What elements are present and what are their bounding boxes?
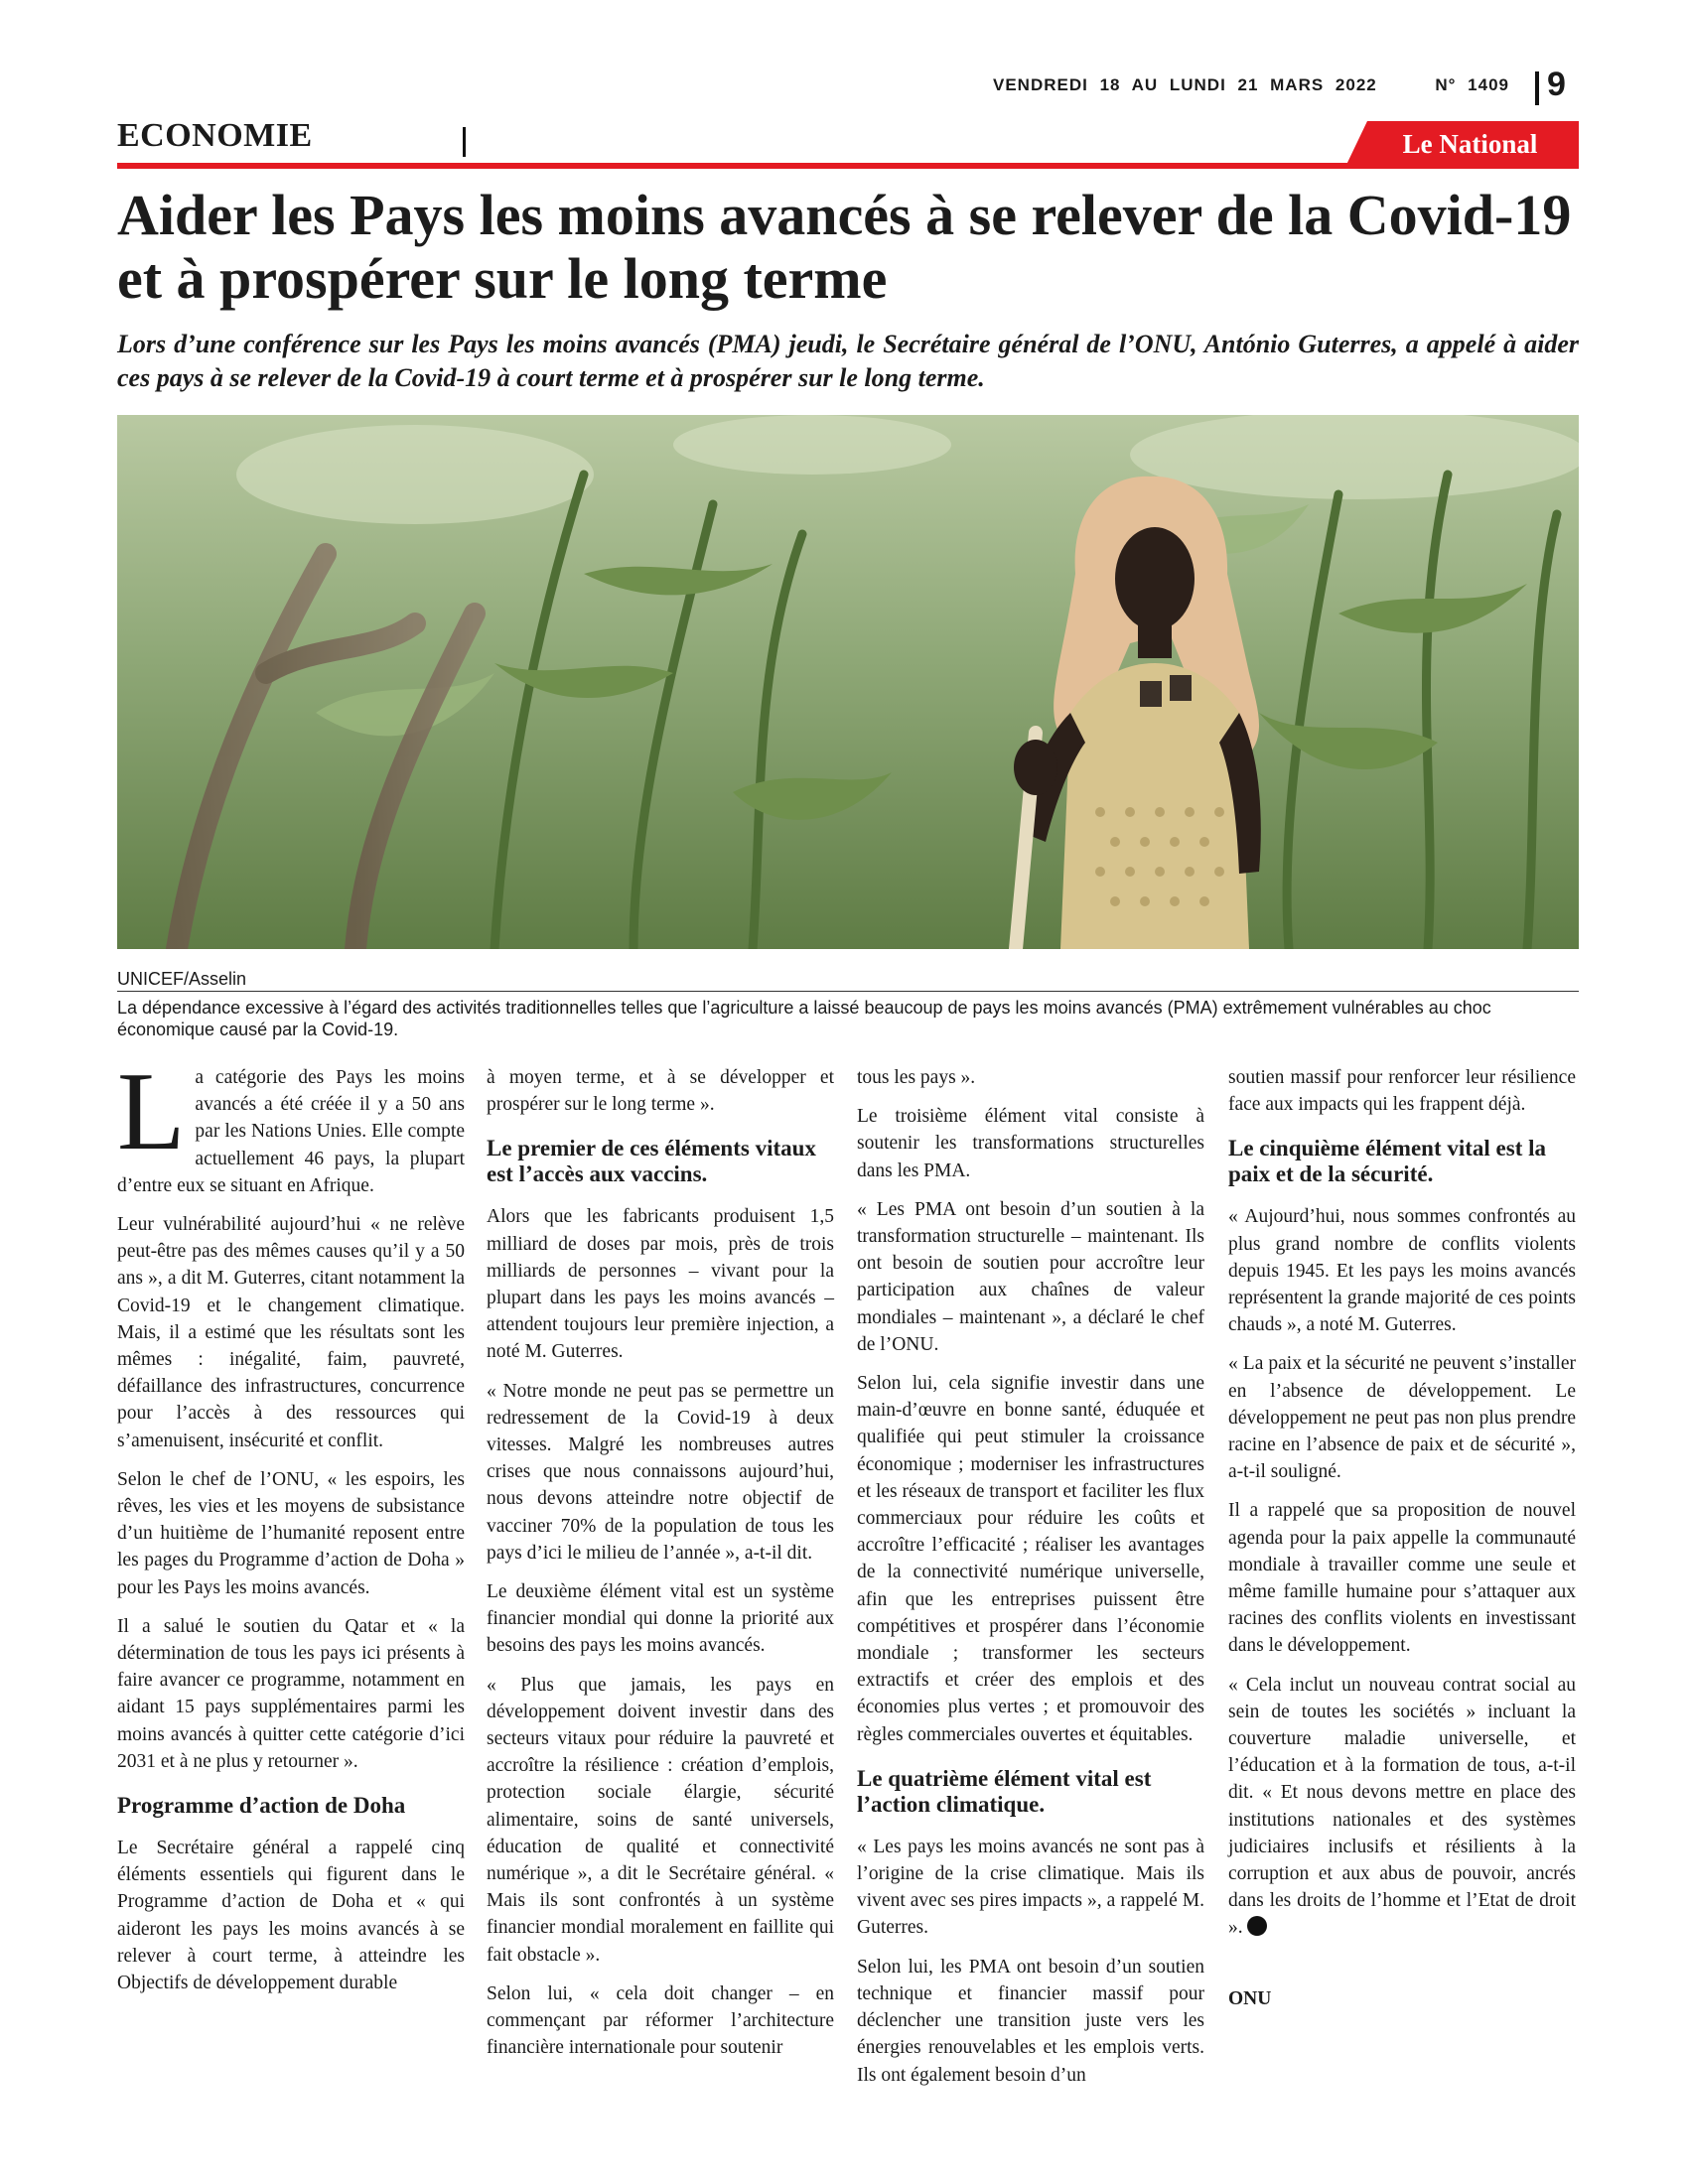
section-label: ECONOMIE — [117, 117, 313, 154]
paragraph: à moyen terme, et à se développer et prospérer sur le long terme ». — [487, 1067, 834, 1116]
article-column-1 — [117, 1050, 465, 2008]
paragraph-text: a catégorie des Pays les moins avancés a été créée il y a 50 ans par les Nations Unies. Elle compte actuellement 46 pays, la plupart d’entre eux se situant en Afrique. — [117, 1067, 465, 1196]
caption-rule — [117, 991, 1579, 992]
article-standfirst: Lors d’une conférence sur les Pays les moins avancés (PMA) jeudi, le Secrétaire général de l’ONU, António Guterres, a appelé à aider ces pays à se relever de la Covid-19 à court terme et à prospérer sur le long terme. — [117, 330, 1579, 392]
paragraph — [1228, 1672, 1576, 1942]
photo-illustration — [117, 415, 1579, 949]
subheading: Le cinquième élément vital est la paix et de la sécurité. — [1228, 1136, 1547, 1187]
paragraph: Selon lui, les PMA ont besoin d’un soutien technique et financier massif pour déclencher une transition juste vers les énergies renouvelables et les emplois verts. Ils ont également besoin d’un — [857, 1956, 1204, 2086]
page-number-divider — [1535, 71, 1539, 105]
paragraph: Selon lui, cela signifie investir dans une main-d’œuvre en bonne santé, éduquée et qualifiée qui peut stimuler la croissance économique ; moderniser les infrastructures et les réseaux de transport et faciliter les flux commerciaux pour réduire les coûts et accroître l’efficacité ; réaliser les avantages de la connectivité numérique universelle, afin que les entreprises puissent être compétitives et prospérer dans l’économie mondiale ; transformer les secteurs extractifs et créer des emplois et des économies plus vertes ; et promouvoir des règles commerciales ouvertes et équitables. — [857, 1373, 1204, 1745]
subheading: Le quatrième élément vital est l’action climatique. — [857, 1765, 1152, 1817]
paragraph: « Plus que jamais, les pays en développement doivent investir dans des secteurs vitaux pour réduire la pauvreté et accroître la résilience : création d’emplois, protection sociale élargie, sécurité alimentaire, soins de santé universels, éducation de qualité et connectivité numérique », a dit le Secrétaire général. « Mais ils sont confrontés à un système financier mondial moralement en faillite qui fait obstacle ». — [487, 1674, 834, 1966]
issue-number: N° 1409 — [1435, 75, 1509, 94]
date-text: VENDREDI 18 AU LUNDI 21 MARS 2022 — [993, 75, 1377, 94]
paragraph: Il a salué le soutien du Qatar et « la détermination de tous les pays ici présents à faire avancer ce programme, notamment en aidant 15 pays supplémentaires parmi les moins avancés à quitter cette catégorie d’ici 2031 et à ne plus y retourner ». — [117, 1615, 465, 1772]
paragraph: « La paix et la sécurité ne peuvent s’installer en l’absence de développement. Le développement ne peut pas non plus prendre racine en l’absence de paix et de sécurité », a-t-il souligné. — [1228, 1353, 1576, 1483]
photo-caption: La dépendance excessive à l’égard des activités traditionnelles telles que l’agriculture a laissé beaucoup de pays les moins avancés (PMA) extrêmement vulnérables au choc économique causé par la Covid-19. — [117, 998, 1491, 1039]
paragraph — [117, 1050, 465, 1199]
article-photo — [117, 415, 1579, 949]
paragraph: « Les PMA ont besoin d’un soutien à la transformation structurelle – maintenant. Ils ont besoin de soutien pour accroître leur participation aux chaînes de valeur mondiales – maintenant », a déclaré le chef de l’ONU. — [857, 1198, 1204, 1355]
subheading: Programme d’action de Doha — [117, 1793, 406, 1819]
paragraph: Le Secrétaire général a rappelé cinq éléments essentiels qui figurent dans le Programme d’action de Doha et « qui aideront les pays les moins avancés à se relever à court terme, à atteindre les Objectifs de développement durable — [117, 1838, 465, 1994]
paragraph: Il a rappelé que sa proposition de nouvel agenda pour la paix appelle la communauté mondiale à travailler comme une seule et même famille humaine pour s’attaquer aux racines des conflits violents en investissant dans le développement. — [1228, 1500, 1576, 1657]
section-divider — [463, 127, 466, 157]
paragraph: tous les pays ». — [857, 1067, 976, 1088]
paragraph: « Aujourd’hui, nous sommes confrontés au plus grand nombre de conflits violents depuis 1945. Et les pays les moins avancés représentent la grande majorité de ces points chauds », a noté M. Guterres. — [1228, 1206, 1576, 1336]
paragraph: Le deuxième élément vital est un système financier mondial qui donne la priorité aux besoins des pays les moins avancés. — [487, 1581, 834, 1657]
paragraph: Alors que les fabricants produisent 1,5 milliard de doses par mois, près de trois milliards de personnes – vivant pour la plupart dans les pays les moins avancés – attendent toujours leur première injection, a noté M. Guterres. — [487, 1206, 834, 1363]
paragraph: Le troisième élément vital consiste à soutenir les transformations structurelles dans les PMA. — [857, 1106, 1204, 1181]
paragraph: « Notre monde ne peut pas se permettre un redressement de la Covid-19 à deux vitesses. Malgré les nombreuses autres crises que nous connaissons aujourd’hui, nous devons atteindre notre objectif de vacciner 70% de la population de tous les pays d’ici le milieu de l’année », a-t-il dit. — [487, 1380, 834, 1564]
page-number: 9 — [1547, 66, 1566, 103]
drop-cap: L — [117, 1050, 186, 1173]
paragraph-text: « Cela inclut un nouveau contrat social au sein de toutes les sociétés » incluant la couverture maladie universelle, et l’éducation et à la formation de tous, a-t-il dit. « Et nous devons mettre en place des institutions nationales et des systèmes judiciaires inclusifs et résilients à la corruption et aux abus de pouvoir, ancrés dans les droits de l’homme et l’Etat de droit ». — [1228, 1674, 1576, 1939]
paragraph: Leur vulnérabilité aujourd’hui « ne relève peut-être pas des mêmes causes qu’il y a 50 ans », a dit M. Guterres, citant notamment la Covid-19 et le changement climatique. Mais, il a estimé que les résultats sont les mêmes : inégalité, faim, pauvreté, défaillance des infrastructures, concurrence pour l’accès à des ressources qui s’amenuisent, insécurité et conflit. — [117, 1214, 465, 1451]
paragraph: « Les pays les moins avancés ne sont pas à l’origine de la crise climatique. Mais ils vivent avec ses pires impacts », a rappelé M. Guterres. — [857, 1836, 1204, 1939]
article-headline: Aider les Pays les moins avancés à se relever de la Covid-19 et à prospérer sur le long terme — [117, 183, 1572, 311]
paragraph: Selon le chef de l’ONU, « les espoirs, les rêves, les vies et les moyens de subsistance d’un huitième de l’humanité reposent entre les pages du Programme d’action de Doha » pour les Pays les moins avancés. — [117, 1468, 465, 1598]
article-column-4 — [1228, 1064, 1576, 2024]
header-rule — [117, 163, 1579, 169]
subheading: Le premier de ces éléments vitaux est l’accès aux vaccins. — [487, 1136, 816, 1187]
paragraph: Selon lui, « cela doit changer – en commençant par réformer l’architecture financière internationale pour soutenir — [487, 1982, 834, 2059]
paragraph: soutien massif pour renforcer leur résilience face aux impacts qui les frappent déjà. — [1228, 1067, 1576, 1116]
end-mark-icon — [1247, 1916, 1267, 1936]
article-column-2 — [487, 1064, 834, 2074]
brand-name: Le National — [1402, 129, 1538, 159]
photo-credit: UNICEF/Asselin — [117, 969, 247, 989]
issue-date — [874, 75, 1509, 95]
article-column-3 — [857, 1064, 1204, 2101]
article-signature: ONU — [1228, 1987, 1272, 2009]
